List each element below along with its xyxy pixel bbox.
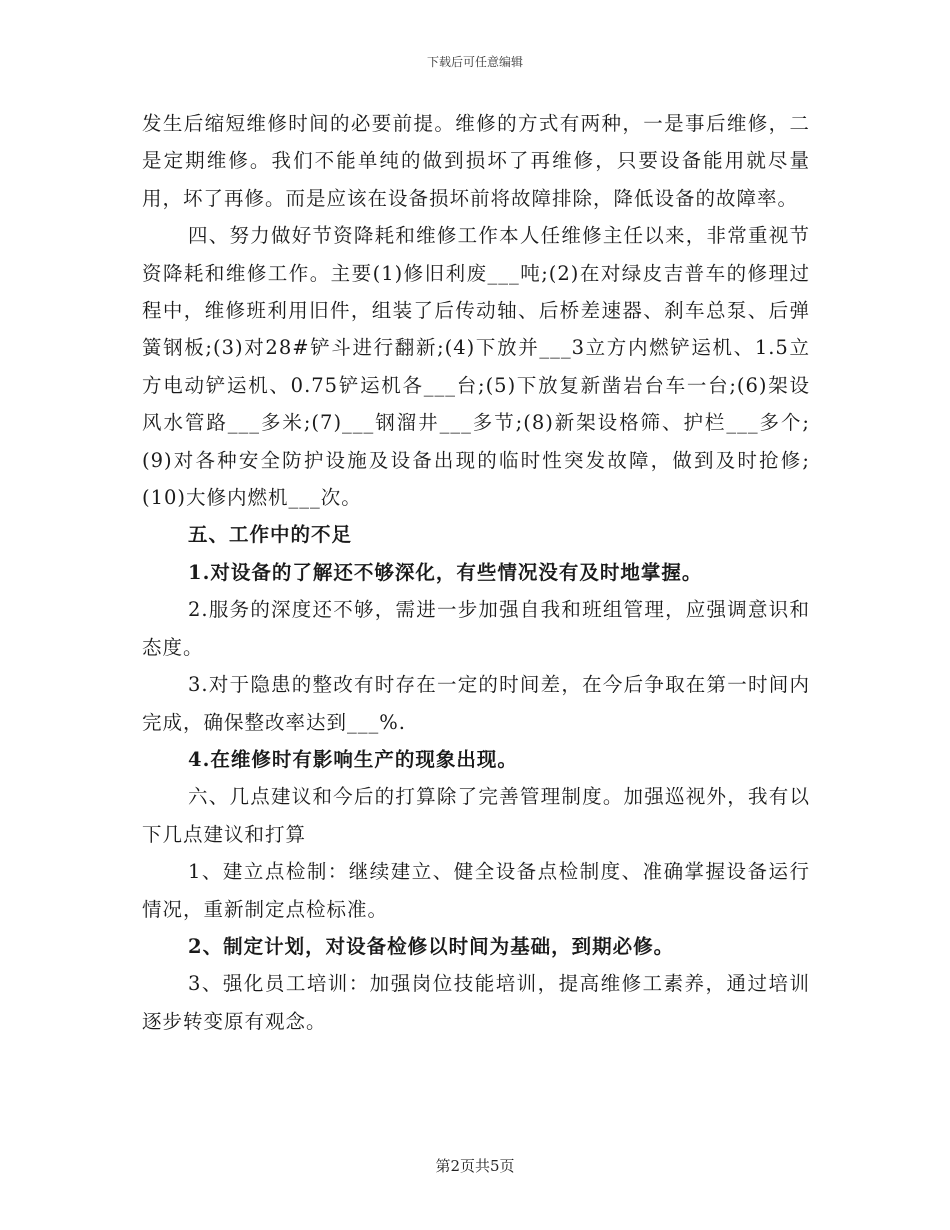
page-number: 第2页共5页: [435, 1157, 515, 1175]
suggestion-item-1: 1、建立点检制：继续建立、健全设备点检制度、准确掌握设备运行情况，重新制定点检标准。: [142, 860, 810, 921]
shortcoming-item-1: 1.对设备的了解还不够深化，有些情况没有及时地掌握。: [188, 560, 703, 584]
suggestion-item-3: 3、强化员工培训：加强岗位技能培训，提高维修工素养，通过培训逐步转变原有观念。: [142, 972, 810, 1033]
section-heading-shortcomings: 五、工作中的不足: [188, 523, 353, 547]
document-body: [142, 105, 810, 1040]
paragraph-maintenance-methods: 发生后缩短维修时间的必要前提。维修的方式有两种，一是事后维修，二是定期维修。我们不能单纯的做到损坏了再维修，只要设备能用就尽量用，坏了再修。而是应该在设备损坏前将故障排除，降低设备的故障率。: [142, 112, 810, 210]
page-header: 下载后可任意编辑: [426, 55, 523, 69]
suggestion-item-2: 2、制定计划，对设备检修以时间为基础，到期必修。: [188, 934, 675, 958]
shortcoming-item-4: 4.在维修时有影响生产的现象出现。: [188, 747, 518, 771]
shortcoming-item-2: 2.服务的深度还不够，需进一步加强自我和班组管理，应强调意识和态度。: [142, 598, 810, 659]
shortcoming-item-3: 3.对于隐患的整改有时存在一定的时间差，在今后争取在第一时间内完成，确保整改率达到___%.: [142, 673, 810, 734]
paragraph-section-six: 六、几点建议和今后的打算除了完善管理制度。加强巡视外，我有以下几点建议和打算: [142, 785, 810, 846]
paragraph-section-four: 四、努力做好节资降耗和维修工作本人任维修主任以来，非常重视节资降耗和维修工作。主要(1)修旧利废___吨;(2)在对绿皮吉普车的修理过程中，维修班利用旧件，组装了后传动轴、后桥差速器、刹车总泵、后弹簧钢板;(3)对28#铲斗进行翻新;(4)下放并___3立方内燃铲运机、1.5立方电动铲运机、0.75铲运机各___台;(5)下放复新凿岩台车一台;(6)架设风水管路___多米;(7)___钢溜井___多节;(8)新架设格筛、护栏___多个;(9)对各种安全防护设施及设备出现的临时性突发故障，做到及时抢修;(10)大修内燃机___次。: [142, 224, 810, 510]
